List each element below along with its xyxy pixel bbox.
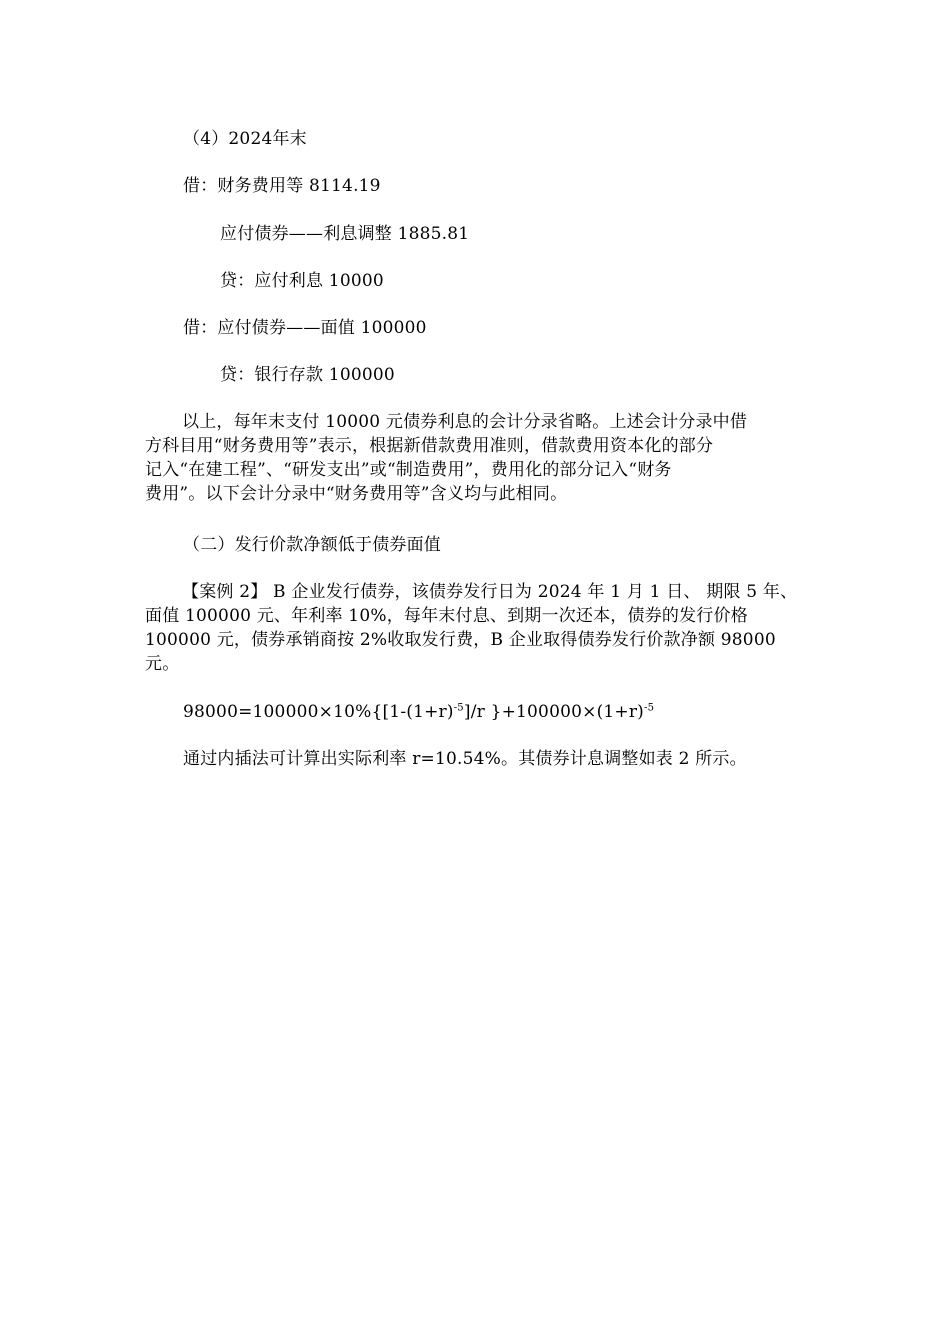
section-heading: （4）2024年末: [183, 129, 307, 149]
journal-debit-bond-face-value: 借：应付债券——面值 100000: [183, 318, 427, 338]
formula-exponent: -5: [644, 702, 655, 714]
paragraph-line: 元。: [145, 654, 180, 674]
journal-credit-interest-payable: 贷：应付利息 10000: [220, 271, 384, 291]
journal-credit-bank-deposit: 贷：银行存款 100000: [220, 365, 395, 385]
paragraph-line: 费用”。以下会计分录中“财务费用等”含义均与此相同。: [145, 484, 568, 504]
subsection-heading: （二）发行价款净额低于债券面值: [183, 535, 441, 555]
journal-debit-interest-adjustment: 应付债券——利息调整 1885.81: [220, 224, 470, 244]
formula-exponent: -5: [453, 702, 464, 714]
formula-part: 98000=100000×10%{[1-(1+r): [183, 702, 454, 722]
paragraph-line: 方科目用“财务费用等”表示，根据新借款费用准则，借款费用资本化的部分: [145, 436, 714, 456]
paragraph-line: 记入“在建工程”、“研发支出”或“制造费用”，费用化的部分记入“财务: [145, 460, 672, 480]
journal-debit-finance-expense: 借：财务费用等 8114.19: [183, 176, 381, 196]
paragraph-line: 100000 元，债券承销商按 2%收取发行费，B 企业取得债券发行价款净额 98000: [145, 630, 776, 650]
present-value-formula: [183, 702, 654, 722]
paragraph-line: 面值 100000 元、年利率 10%，每年末付息、到期一次还本，债券的发行价格: [145, 606, 748, 626]
conclusion-text: 通过内插法可计算出实际利率 r=10.54%。其债券计息调整如表 2 所示。: [183, 749, 747, 769]
formula-part: ]/r }+100000×(1+r): [463, 702, 645, 722]
case-2-paragraph: [145, 580, 805, 676]
paragraph-line: 【案例 2】 B 企业发行债券，该债券发行日为 2024 年 1 月 1 日、 期限 5 年、: [182, 582, 798, 602]
paragraph-line: 以上，每年末支付 10000 元债券利息的会计分录省略。上述会计分录中借: [182, 412, 748, 432]
explanatory-paragraph: [145, 410, 805, 506]
